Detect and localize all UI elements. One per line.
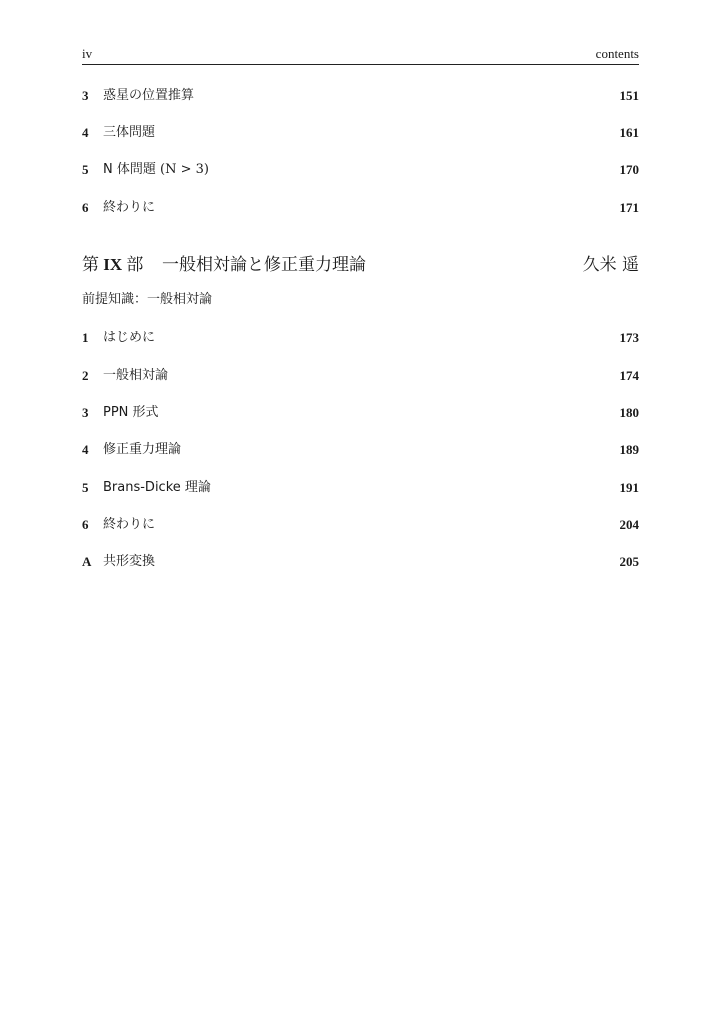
entry-page: 173	[619, 330, 639, 345]
part-label-prefix: 第	[82, 255, 99, 275]
entry-page: 174	[619, 368, 639, 383]
entry-page: 161	[619, 125, 639, 140]
entry-number: 4	[82, 442, 89, 457]
entry-title: Brans-Dicke 理論	[103, 480, 211, 495]
entry-title-text: N 体問題	[103, 162, 160, 177]
header-title: contents	[595, 46, 639, 61]
part-title: 一般相対論と修正重力理論	[162, 255, 366, 275]
entry-title	[103, 160, 209, 180]
entry-number: A	[82, 554, 92, 569]
entry-title: 修正重力理論	[103, 442, 182, 457]
entry-page: 170	[619, 162, 639, 177]
prerequisite-note: 前提知識：一般相対論	[82, 292, 213, 307]
toc-entry[interactable]	[82, 403, 639, 423]
entry-number: 6	[82, 200, 89, 215]
entry-title: 共形変換	[103, 554, 156, 569]
toc-entry[interactable]	[82, 440, 639, 460]
entry-title: 終わりに	[103, 200, 156, 215]
entry-page: 189	[619, 442, 639, 457]
toc-entry[interactable]	[82, 328, 639, 348]
running-head	[82, 44, 639, 65]
toc-entry[interactable]	[82, 198, 639, 218]
entry-title: PPN 形式	[103, 405, 159, 420]
entry-page: 151	[619, 88, 639, 103]
entry-page: 191	[619, 480, 639, 495]
toc-entry[interactable]	[82, 366, 639, 386]
toc-entry[interactable]	[82, 552, 639, 572]
entry-title: 惑星の位置推算	[103, 88, 195, 103]
header-page-number: iv	[82, 46, 93, 61]
toc-entry[interactable]	[82, 86, 639, 106]
part-author: 久米 遥	[582, 255, 639, 275]
part-label	[82, 252, 143, 278]
toc-entry[interactable]	[82, 478, 639, 498]
part-heading[interactable]	[82, 252, 639, 278]
entry-number: 3	[82, 405, 89, 420]
entry-page: 171	[619, 200, 639, 215]
toc-entry[interactable]	[82, 123, 639, 143]
entry-number: 2	[82, 368, 89, 383]
entry-title: はじめに	[103, 330, 156, 345]
toc-entry[interactable]	[82, 515, 639, 535]
entry-title: 三体問題	[103, 125, 156, 140]
part-label-roman: IX	[99, 255, 127, 274]
entry-number: 5	[82, 162, 89, 177]
entry-number: 6	[82, 517, 89, 532]
entry-page: 204	[619, 517, 639, 532]
entry-number: 1	[82, 330, 89, 345]
entry-number: 4	[82, 125, 89, 140]
part-label-suffix: 部	[126, 255, 144, 275]
entry-page: 205	[619, 554, 639, 569]
entry-number: 3	[82, 88, 89, 103]
entry-page: 180	[619, 405, 639, 420]
entry-title: 一般相対論	[103, 368, 169, 383]
entry-title-math: (N > 3)	[160, 162, 209, 177]
entry-title: 終わりに	[103, 517, 156, 532]
toc-entry[interactable]	[82, 160, 639, 180]
entry-number: 5	[82, 480, 89, 495]
